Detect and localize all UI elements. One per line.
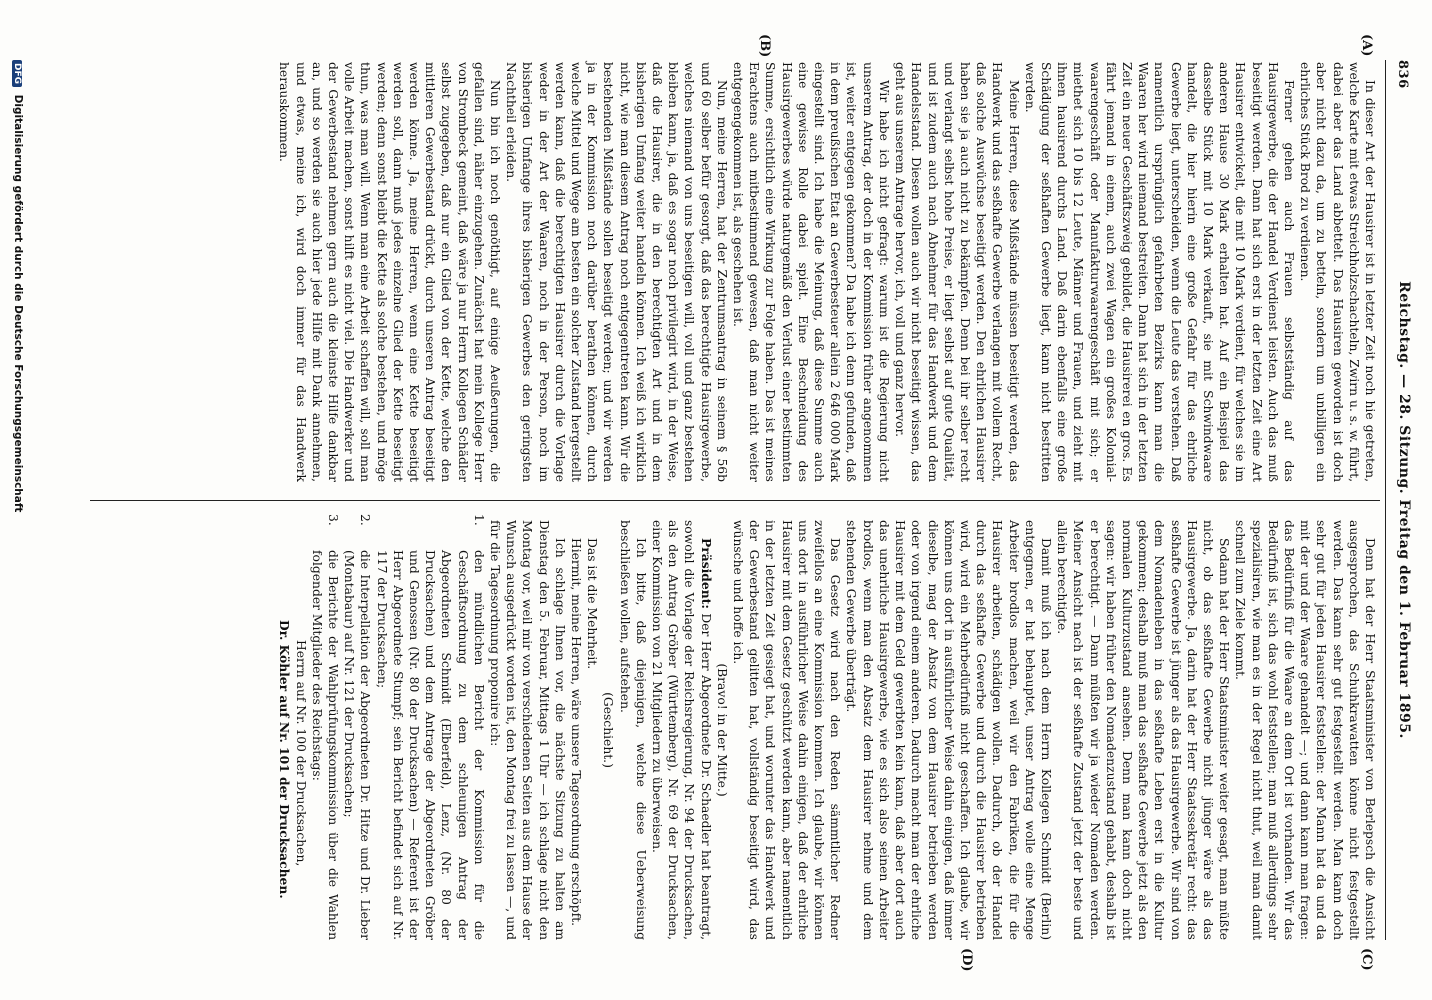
paragraph: Ich bitte, daß diejenigen, welche diese Ueberweisung beschließen wollen, aufstehen. (617, 520, 648, 940)
header-rule (1385, 60, 1386, 940)
paragraph: Hiermit, meine Herren, wäre unsere Tagesordnung erschöpft. (569, 538, 584, 927)
digitization-credit (12, 60, 24, 940)
page-number: 836 (1395, 60, 1410, 89)
paragraph: Das Gesetz wird nach den Reden sämmtlicher Redner zweifellos an eine Kommission kommen. Ich glaube, wir können uns dort in ausführlicher Weise dahin einigen, daß der ehrliche Hausirer mit dem Gesetz geschützt werden kann, aber namentlich in der letzten Zeit gesiegt hat, und worunter das Handwerk und der Gewerbestand gelitten hat, vollständig beseitigt wird, das wünsche und hoffe ich. (731, 520, 843, 940)
page-header (1388, 60, 1414, 960)
margin-marker-c: (C) (1359, 948, 1374, 971)
paragraph: Nun, meine Herren, hat der Zentrumsantrag in seinem § 56b und 60 selber befür gesorgt, daß das berechtigte Hausirgewerbe, welches niemand von uns beseitigen will, voll und ganz bestehen bleiben kann, ja, daß es sogar noch privilegirt wird, in der Weise, daß die Hausirer, die in den berechtigten Art und in dem bisherigen Umfang weiter handeln können. Ich weiß ich wirklich nicht, wie man diesem Antrag noch entgegentreten kann. Wir die bestehenden Mißstände sollen beseitigt werden; und wir werden ja in der Kommission noch darüber berathen können, durch welche Mittel und Wege am besten ein solcher Zustand hergestellt werden kann, daß die berechtigten Hausirer durch die Vorlage weder in der Art der Waaren, noch in der Person, noch im bisherigen Umfange ihres bisherigen Gewerbes den geringsten Nachtheil erleiden. (504, 62, 729, 482)
agenda-item: 3.die Berichte der Wahlprüfungskommission über die Wahlen folgender Mitglieder des Reichstags: (309, 514, 340, 940)
speaker-label: Präsident: (698, 538, 714, 609)
agenda-item: 1.den mündlichen Bericht der Kommission für die Geschäftsordnung zu dem schleunigen Antrag der Abgeordneten Schmidt (Elberfeld), Lenz, (Nr. 80 der Drucksachen) und dem Antrage der Abgeordneten Gröber und Genossen (Nr. 80 der Drucksachen) — Referent ist der Herr Abgeordnete Stumpf; sein Bericht befindet sich auf Nr. 117 der Drucksachen; (374, 514, 486, 940)
column-divider (90, 500, 1380, 501)
president-text: Der Herr Abgeordnete Dr. Schaedler hat beantragt, sowohl die Vorlage der Reichsregierung, Nr. 94 der Drucksachen, als den Antrag Gröber (Württemberg), Nr. 69 der Drucksachen, einer Kommission von 21 Mitgliedern zu überweisen. (650, 520, 713, 940)
paragraph: Meine Herren, diese Mißstände müssen beseitigt werden, das Handwerk und das seßhafte Gewerbe verlangen mit vollem Recht, daß solche Auswüchse beseitigt werden. Den ehrlichen Hausirer haben sie ja auch nicht zu bekämpfen. Denn bei ihr selber recht und verlangt selbst hohe Preise, er liegt selbst auf gute Qualität, und ist zudem auch nach Abnehmer für das Handwerk und dem Handelsstand. Diesen wollen auch wir nicht beseitigt wissen, das geht aus unserem Antrage hervor, ich, voll und ganz hervor. (893, 62, 1021, 482)
paragraph: Denn hat der Herr Staatsminister von Berlepsch die Ansicht ausgesprochen, das Schuhkrawatten könne nicht festgestellt werden. Das kann sehr gut festgestellt werden. Man kann doch sehr gut für jeden Hausirer feststellen: der Mann hat da und da mit der und der Waare gehandelt —; und dann kann man fragen: das Bedürfniß für die Waare an dem Ort ist vorhanden. Wir das Bedürfniß ist, sich das wohl feststellen; man muß allerdings sehr spezialisiren, wie man es in der Regel nicht thut, weil man damit schnell zum Ziele kommt. (1233, 520, 1377, 940)
agenda-item: 2.die Interpellation der Abgeordneten Dr. Hitze und Dr. Lieber (Montabaur) auf Nr. 121 der Drucksachen; (342, 514, 373, 940)
reference-line: Herrn auf Nr. 100 der Drucksachen, (293, 640, 308, 867)
paragraph: Wir habe ich nicht gefragt: warum ist die Regierung nicht unserem Antrag, der doch in der Kommission früher angenommen ist, weiter entgegen gekommen? Da habe ich denn gefunden, daß in dem preußischen Etat an Gewerbesteuer allein 2 646 000 Mark eingestellt sind. Ich habe die Meinung, daß diese Summe auch eine gewisse Rolle dabei spielt. Eine Beschneidung des Hausirgewerbes würde naturgemäß den Verlust einer bestimmten Summe, ersichtlich eine Wirkung zur Folge haben. Das ist meines Erachtens auch mitbestimmend gewesen, daß man nicht weiter entgegengekommen ist, als geschehen ist. (731, 62, 891, 482)
paragraph: Das ist die Mehrheit. (585, 538, 600, 670)
dfg-logo: DFG (12, 60, 22, 87)
paragraph: Ferner gehen auch Frauen selbstständig auf das Hausirgewerbe, die der Handel Verdienst leisten. Auch das muß beseitigt werden. Dann hat sich erst in der letzten Zeit eine Art Hausirer entwickelt, die mit 10 Mark verdient, für welches sie im anderen Hause 30 Mark erhalten hat. Auf ein Beispiel das dasselbe Stück mit 10 Mark verkauft, sie mit Schwindwaare handelt, die hier hierin eine große Gefahr für das ehrliche Gewerbe liegt, unterscheiden, wenn die Leute das verstehen. Daß namentlich ursprünglich gefahrbeten Bezirks kann man die Waaren her wird niemand bestreiten. Dann hat sich in der letzten Zeit ein neuer Geschäftszweig gebildet, die Hausirerei en gros. Es fährt jemand in einem, auch zwei Wagen ein großes Kolonial-waarengeschäft oder Manufakturwaarengeschäft mit sich; er miethet sich 10 bis 12 Leute, Männer und Frauen, und zieht mit ihnen hausirend durchs Land. Daß darin ebenfalls eine große Schädigung der seßhaften Gewerbe liegt, kann nicht bestritten werden. (1022, 62, 1296, 482)
applause-note: (Bravo! in der Mitte.) (714, 663, 729, 797)
credit-text: Digitalisierung gefördert durch die Deutsche Forschungsgemeinschaft (12, 94, 24, 513)
paragraph: Nun bin ich noch genöthigt, auf einige Aeußerungen, die gefallen sind, näher einzugehen. Zunächst hat mein Kollege Herr von Strombeck gemeint, daß wäre ja nur Herrn Kollegen Schädler selbst zugegeben, daß nur ein Glied von der Kette, welche den mittleren Gewerbestand drückt, durch unseren Antrag beseitigt werden könne. Ja, meine Herren, wenn eine Kette beseitigt werden soll, dann muß jedes einzelne Glied der Kette beseitigt werden; denn sonst bleibt die Kette als solche bestehen, und möge thun, was man will. Wenn man eine Arbeit schaffen will, soll man volle Arbeit machen, sonst hilft es nicht viel. Die Handwerker und der Gewerbestand nehmen gern auch die kleinste Hilfe dankbar an, und so werden sie auch hier jede Hilfe mit Dank annehmen, und etwas, meine ich, wird doch immer für das Handwerk herauskommen. (277, 62, 503, 482)
margin-marker-b: (B) (757, 34, 772, 58)
reference-line: Dr. Köhler auf Nr. 101 der Drucksachen. (277, 620, 293, 899)
president-paragraph (649, 520, 714, 940)
margin-marker-d: (D) (959, 948, 974, 972)
paragraph: Ich schlage Ihnen vor, die nächste Sitzung zu halten am Dienstag den 5. Februar, Mittags 1 Uhr — ich schlage nicht den Montag vor, weil mir von verschiedenen Seiten aus dem Hause der Wunsch ausgedrückt worden ist, den Montag frei zu lassen —, und für die Tagesordnung proponire ich: (488, 520, 567, 940)
paragraph: Damit muß ich nach dem Herrn Kollegen Schmidt (Berlin) entgegnen, er hat behauptet, unser Antrag wolle eine Menge Arbeiter brodlos machen, weil wir den Fabriken, die für die Hausirer arbeiten, schädigen wollen. Dadurch, ob der Handel durch das seßhafte Gewerbe und durch die Hausirer betrieben wird, wird ein Mehrbedürfniß nicht geschaffen. Ich glaube, wir können uns dort in ausführlicher Weise dahin einigen, daß immer dieselbe, mag der Absatz von dem Hausirer betrieben werden oder von irgend einem anderen. Dadurch macht man der ehrliche Hausirer mit dem Geld gewerbten kein kann, daß aber dort auch das unehrliche Hausirgewerbe, wie es sich also seinen Arbeiter brodlos, wenn man den Absatz dem Hausirer nehme und dem stehenden Gewerbe überträgt. (844, 520, 1053, 940)
left-column (276, 62, 1378, 482)
margin-marker-a: (A) (1359, 34, 1374, 57)
paragraph: In dieser Art der Hausirer ist in letzter Zeit noch hie getreten, welche Karte mit etwas Streichholzschachteln, Zwirn u. s. w. führt, dabei aber das Land abbettelt. Das Hausiren geworden ist doch aber nicht dazu da, um zu betteln, sondern um unbilligen ein ehrliches Stück Brod zu verdienen. (1298, 62, 1377, 482)
stage-direction: (Geschieht.) (601, 692, 616, 768)
page-title: Reichstag. — 28. Sitzung. Freitag den 1. Februar 1895. (1396, 281, 1412, 739)
right-column (276, 514, 1378, 940)
paragraph: Sodann hat der Herr Staatsminister weiter gesagt, man müßte nicht, ob das seßhafte Gewerbe nicht jünger wäre als das Hausirgewerbe. Ja, darin hat der Herr Staatssekretär recht: das seßhafte Gewerbe ist jünger als das Hausirgewerbe. Wir sind von dem Nomadenleben in das seßhafte Leben erst in die Kultur gekommen; deshalb muß man das seßhafte Gewerbe jetzt als den normalen Kulturzustand ansehen. Denn man kann doch nicht sagen: wir haben früher den Nomadenzustand gehabt, deshalb ist er berechtigt. — Dann müßten wir ja wieder Nomaden werden. Meiner Ansicht nach ist der seßhafte Zustand jetzt der beste und allein berechtigte. (1055, 520, 1232, 940)
